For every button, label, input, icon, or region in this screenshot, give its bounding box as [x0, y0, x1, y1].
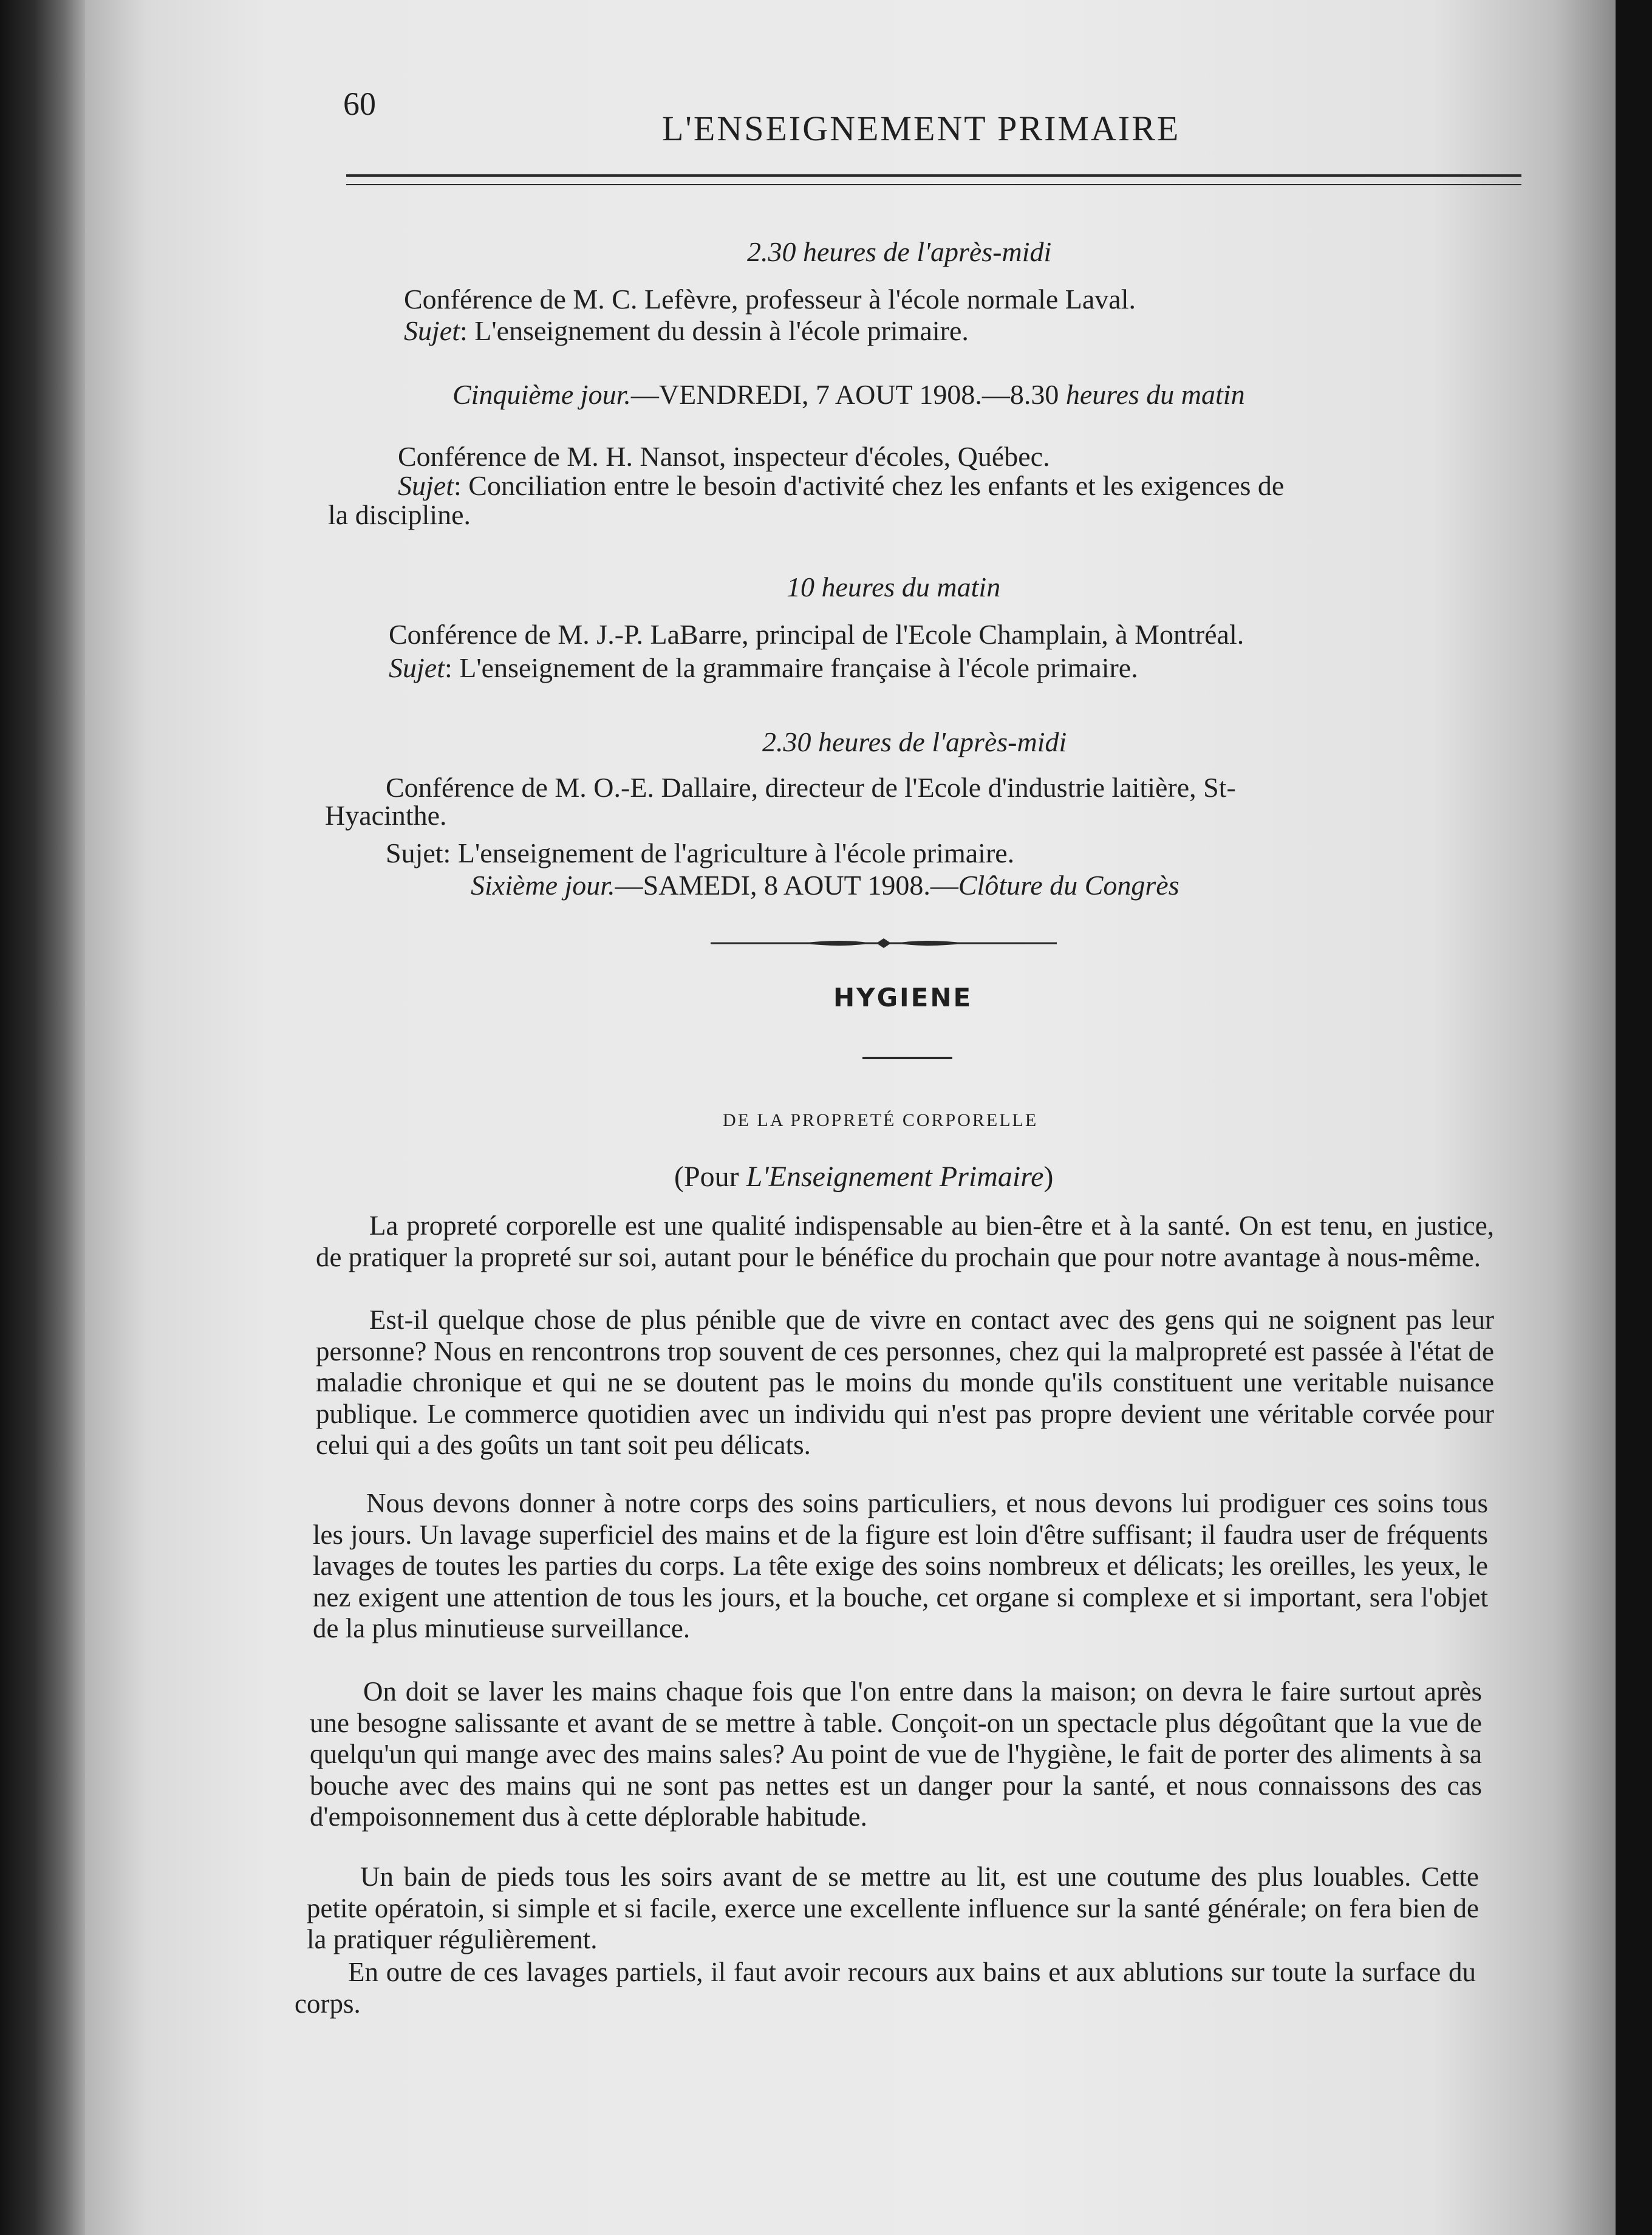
ornamental-divider: [711, 934, 1057, 952]
conference-line: Conférence de M. C. Lefèvre, professeur à l'école normale Laval.: [404, 284, 1136, 315]
header-rule-bottom: [346, 184, 1521, 185]
subject-line: [404, 316, 969, 346]
section-title: HYGIENE: [833, 983, 973, 1012]
page-number: 60: [343, 86, 376, 122]
header-rule-top: [346, 174, 1521, 177]
byline-open: (Pour: [674, 1161, 746, 1193]
day-six-heading: [471, 870, 1179, 901]
paragraph: On doit se laver les mains chaque fois que l'on entre dans la maison; on devra le faire surtout après une besogne salissante et avant de se mettre à table. Conçoit-on un spectacle plus dégoûtant que la vue de quelqu'un qui mange avec des mains sales? Au point de vue de l'hygiène, le fait de porter des aliments à sa bouche avec des mains qui ne sont pas nettes est un danger pour la santé, et nous connaissons des cas d'empoisonnement dus à cette déplorable habitude.: [310, 1676, 1482, 1832]
session-time: 2.30 heures de l'après-midi: [762, 726, 1067, 757]
conference-line: Conférence de M. J.-P. LaBarre, principal de l'Ecole Champlain, à Montréal.: [389, 619, 1244, 650]
subject-label: Sujet: [398, 470, 454, 501]
session-time: 2.30 heures de l'après-midi: [747, 236, 1052, 267]
subject-line-continued: la discipline.: [328, 499, 471, 530]
day-five-text: —VENDREDI, 7 AOUT 1908.—8.30: [630, 379, 1059, 410]
paragraph: En outre de ces lavages partiels, il faut avoir recours aux bains et aux ablutions sur toute la surface du corps.: [295, 1957, 1476, 2019]
subject-line: [398, 471, 1509, 501]
subject-line: Sujet: L'enseignement de l'agriculture à l'école primaire.: [386, 838, 1015, 868]
paragraph: Est-il quelque chose de plus pénible que de vivre en contact avec des gens qui ne soignent pas leur personne? Nous en rencontrons trop souvent de ces personnes, chez qui la malpropreté est passée à l'état de maladie chronique et qui ne se doutent pas le moins du monde qu'ils constituent une veritable nuisance publique. Le commerce quotidien avec un individu qui n'est pas propre devient une véritable corvée pour celui qui a des goûts un tant soit peu délicats.: [316, 1305, 1494, 1460]
day-six-closing: Clôture du Congrès: [958, 870, 1179, 901]
subject-text: : L'enseignement du dessin à l'école primaire.: [459, 315, 969, 346]
conference-line: Conférence de M. O.-E. Dallaire, directeur de l'Ecole d'industrie laitière, St-: [386, 772, 1236, 803]
session-time: 10 heures du matin: [787, 572, 1001, 602]
day-six-label: Sixième jour.: [471, 870, 615, 901]
title-underline: [862, 1057, 952, 1059]
book-binding-shadow: [0, 0, 85, 2235]
byline-publication: L'Enseignement Primaire: [746, 1161, 1044, 1193]
page-edge-shadow: [1616, 0, 1652, 2235]
byline: [674, 1160, 1053, 1193]
subject-text: : Conciliation entre le besoin d'activité chez les enfants et les exigences de: [453, 470, 1285, 501]
subject-label: Sujet: [404, 315, 460, 346]
paragraph: Nous devons donner à notre corps des soins particuliers, et nous devons lui prodiguer ces soins tous les jours. Un lavage superficiel des mains et de la figure est loin d'être suffisant; il faudra user de fréquents lavages de toutes les parties du corps. La tête exige des soins nombreux et délicats; les oreilles, les yeux, le nez exigent une attention de tous les jours, et la bouche, cet organe si complexe et si important, sera l'objet de la plus minutieuse surveillance.: [313, 1488, 1488, 1643]
day-five-time: heures du matin: [1065, 379, 1245, 410]
paragraph: Un bain de pieds tous les soirs avant de se mettre au lit, est une coutume des plus louables. Cette petite opératoin, si simple et si facile, exerce une excellente influence sur la santé générale; on fera bien de la pratiquer régulièrement.: [307, 1861, 1479, 1954]
subject-text: : L'enseignement de la grammaire française à l'école primaire.: [444, 652, 1138, 683]
running-title: L'ENSEIGNEMENT PRIMAIRE: [662, 109, 1181, 148]
conference-line-continued: Hyacinthe.: [325, 800, 447, 831]
day-five-label: Cinquième jour.: [452, 379, 631, 410]
day-five-heading: [452, 380, 1245, 410]
subject-line: [389, 653, 1138, 683]
subject-label: Sujet: [389, 652, 445, 683]
paragraph: La propreté corporelle est une qualité indispensable au bien-être et à la santé. On est tenu, en justice, de pratiquer la propreté sur soi, autant pour le bénéfice du prochain que pour notre avantage à nous-même.: [316, 1210, 1494, 1272]
day-six-text: —SAMEDI, 8 AOUT 1908.—: [615, 870, 958, 901]
article-title: DE LA PROPRETÉ CORPORELLE: [723, 1110, 1039, 1130]
byline-close: ): [1043, 1161, 1054, 1193]
conference-line: Conférence de M. H. Nansot, inspecteur d'écoles, Québec.: [398, 441, 1050, 472]
